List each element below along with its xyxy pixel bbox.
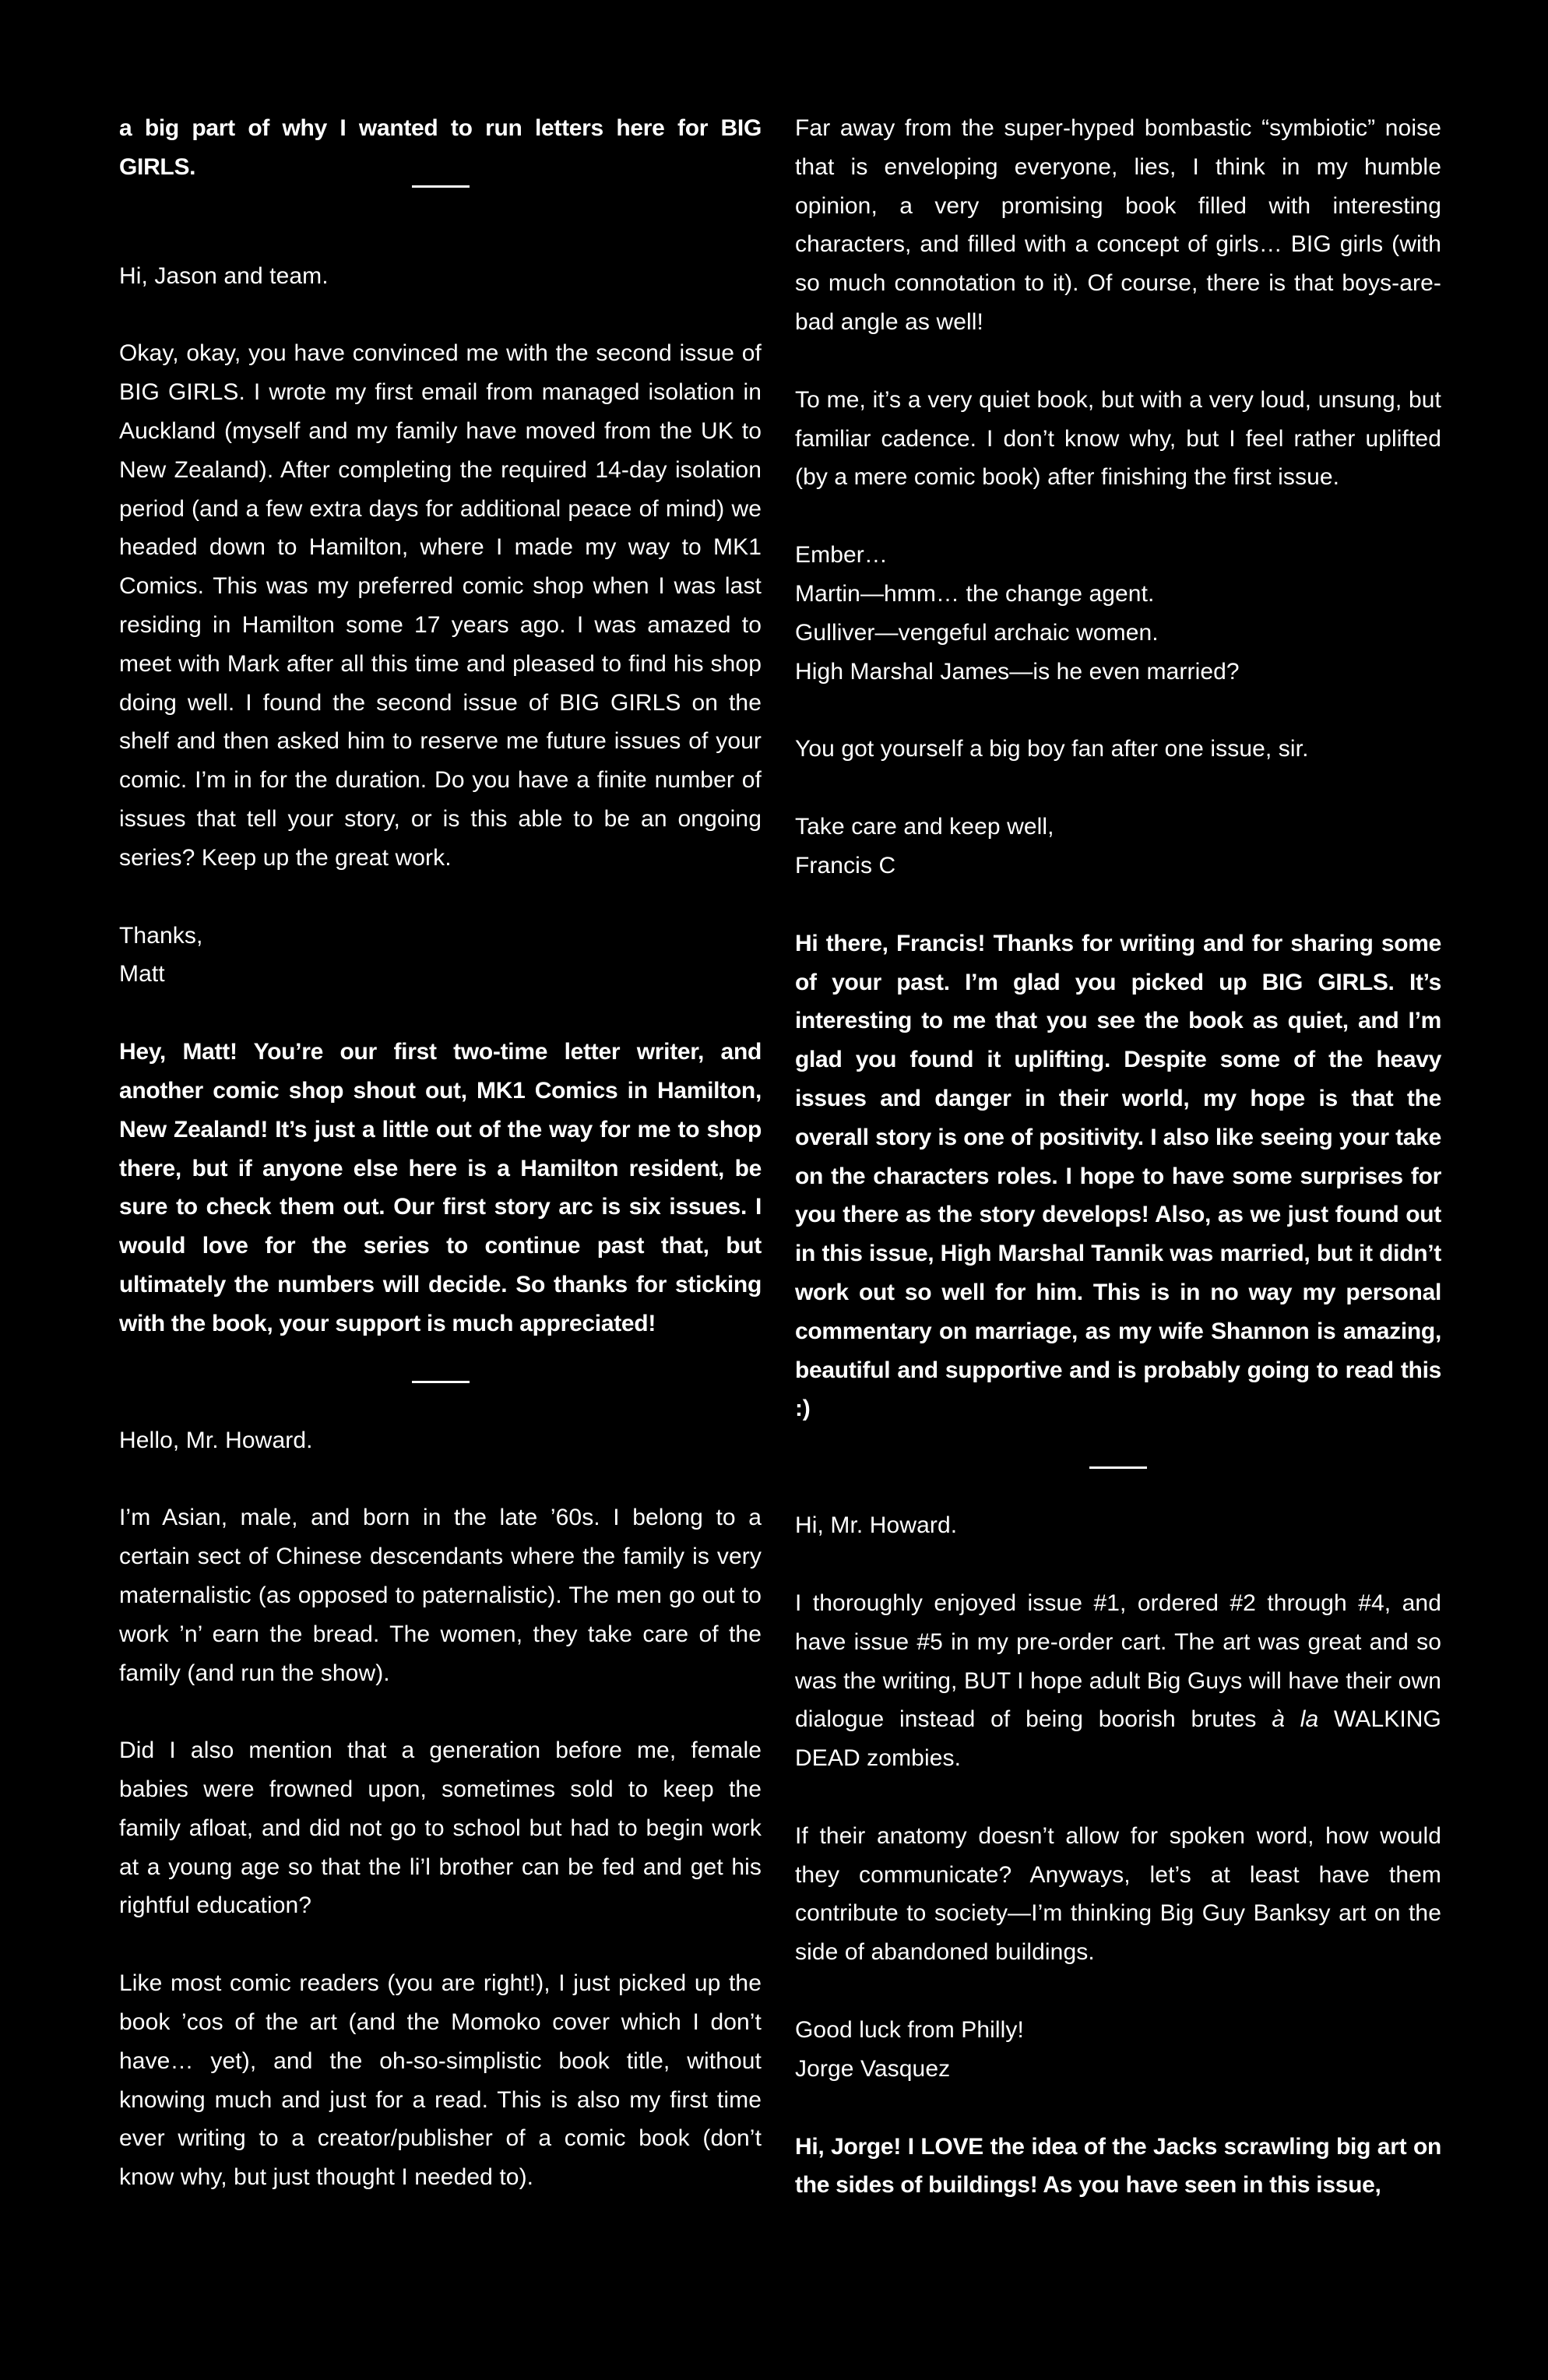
letter-signature bbox=[795, 2011, 1441, 2089]
letter-paragraph: I’m Asian, male, and born in the late ’60s. I belong to a certain sect of Chinese descendants where the family is very maternalistic (as opposed to paternalistic). The men go out to work ’n’ earn the bread. The women, they take care of the family (and run the show). bbox=[119, 1505, 762, 1686]
letter-signoff: Take care and keep well, bbox=[795, 814, 1054, 840]
list-item: Martin—hmm… the change agent. bbox=[795, 580, 1155, 607]
letter-signoff: Thanks, bbox=[119, 922, 203, 949]
letter-author: Francis C bbox=[795, 852, 896, 878]
list-item: Gulliver—vengeful archaic women. bbox=[795, 619, 1159, 646]
list-item: Ember… bbox=[795, 542, 888, 569]
character-list bbox=[795, 536, 1441, 691]
intro-reply-text: a big part of why I wanted to run letters here for BIG GIRLS. bbox=[119, 115, 762, 180]
letter-author: Jorge Vasquez bbox=[795, 2055, 951, 2082]
divider-line bbox=[412, 1381, 470, 1383]
letter-signature bbox=[119, 917, 762, 995]
left-column bbox=[119, 109, 762, 2236]
letter-paragraph: Like most comic readers (you are right!), I just picked up the book ’cos of the art (and the Momoko cover which I don’t have… yet), and the oh-so-simplistic book title, without knowing much and just for a read. This is also my first time ever writing to a creator/publisher of a comic book (don’t know why, but just thought I needed to). bbox=[119, 1970, 762, 2191]
letter-paragraph: You got yourself a big boy fan after one issue, sir. bbox=[795, 736, 1309, 762]
letter-paragraph bbox=[795, 1584, 1441, 1778]
section-divider bbox=[119, 179, 762, 218]
letter-text-italic: à la bbox=[1272, 1706, 1319, 1733]
divider-line bbox=[1089, 1466, 1147, 1469]
editor-reply: Hi there, Francis! Thanks for writing and for sharing some of your past. I’m glad you picked up BIG GIRLS. It’s interesting to me that you see the book as quiet, and I’m glad you found it uplifting. Despite some of the heavy issues and danger in their world, my hope is that the overall story is one of positivity. I also like seeing your take on the characters roles. I hope to have some surprises for you there as the story develops! Also, as we just found out in this issue, High Marshal Tannik was married, but it didn’t work out so well for him. This is in no way my personal commentary on marriage, as my wife Shannon is amazing, beautiful and supportive and is probably going to read this :) bbox=[795, 930, 1441, 1422]
letter-paragraph: If their anatomy doesn’t allow for spoken word, how would they communicate? Anyways, let’s at least have them contribute to society—I’m thinking Big Guy Banksy art on the side of abandoned buildings. bbox=[795, 1822, 1441, 1966]
divider-line bbox=[412, 185, 470, 188]
letter-paragraph: Did I also mention that a generation before me, female babies were frowned upon, sometimes sold to keep the family afloat, and did not go to school but had to begin work at a young age so that the li’l brother can be fed and get his rightful education? bbox=[119, 1737, 762, 1919]
letter-body: Okay, okay, you have convinced me with the second issue of BIG GIRLS. I wrote my first email from managed isolation in Auckland (myself and my family have moved from the UK to New Zealand). After completing the required 14-day isolation period (and a few extra days for additional peace of mind) we headed down to Hamilton, where I made my way to MK1 Comics. This was my preferred comic shop when I was last residing in Hamilton some 17 years ago. I was amazed to meet with Mark after all this time and pleased to find his shop doing well. I found the second issue of BIG GIRLS on the shelf and then asked him to reserve me future issues of your comic. I’m in for the duration. Do you have a finite number of issues that tell your story, or is this able to be an ongoing series? Keep up the great work. bbox=[119, 340, 762, 871]
letter-greeting: Hi, Mr. Howard. bbox=[795, 1512, 958, 1539]
letter-greeting: Hi, Jason and team. bbox=[119, 262, 329, 289]
right-column bbox=[795, 109, 1441, 2205]
editor-reply: Hey, Matt! You’re our first two-time letter writer, and another comic shop shout out, MK1 Comics in Hamilton, New Zealand! It’s just a little out of the way for me to shop there, but if anyone else here is a Hamilton resident, be sure to check them out. Our first story arc is six issues. I would love for the series to continue past that, but ultimately the numbers will decide. So thanks for sticking with the book, your support is much appreciated! bbox=[119, 1039, 762, 1336]
letter-text: I thoroughly enjoyed issue #1, ordered #2 through #4, and have issue #5 in my pre-order cart. The art was great and so was the writing, BUT I hope adult Big Guys will have their own dialogue instead of being boorish brutes bbox=[795, 1590, 1441, 1733]
letter-signoff: Good luck from Philly! bbox=[795, 2017, 1024, 2044]
letter-text: WALKING DEAD zombies. bbox=[795, 1706, 1441, 1772]
letter-signature bbox=[795, 808, 1441, 885]
letter-paragraph: Far away from the super-hyped bombastic “symbiotic” noise that is enveloping everyone, lies, I think in my humble opinion, a very promising book filled with interesting characters, and filled with a concept of girls… BIG girls (with so much connotation to it). Of course, there is that boys-are-bad angle as well! bbox=[795, 115, 1441, 335]
letter-greeting: Hello, Mr. Howard. bbox=[119, 1427, 313, 1453]
editor-reply: Hi, Jorge! I LOVE the idea of the Jacks scrawling big art on the sides of buildings! As you have seen in this issue, bbox=[795, 2133, 1441, 2199]
section-divider bbox=[795, 1428, 1441, 1506]
letter-author: Matt bbox=[119, 961, 165, 988]
section-divider bbox=[119, 1343, 762, 1421]
letter-paragraph: To me, it’s a very quiet book, but with a very loud, unsung, but familiar cadence. I don’t know why, but I feel rather uplifted (by a mere comic book) after finishing the first issue. bbox=[795, 386, 1441, 491]
list-item: High Marshal James—is he even married? bbox=[795, 658, 1240, 685]
